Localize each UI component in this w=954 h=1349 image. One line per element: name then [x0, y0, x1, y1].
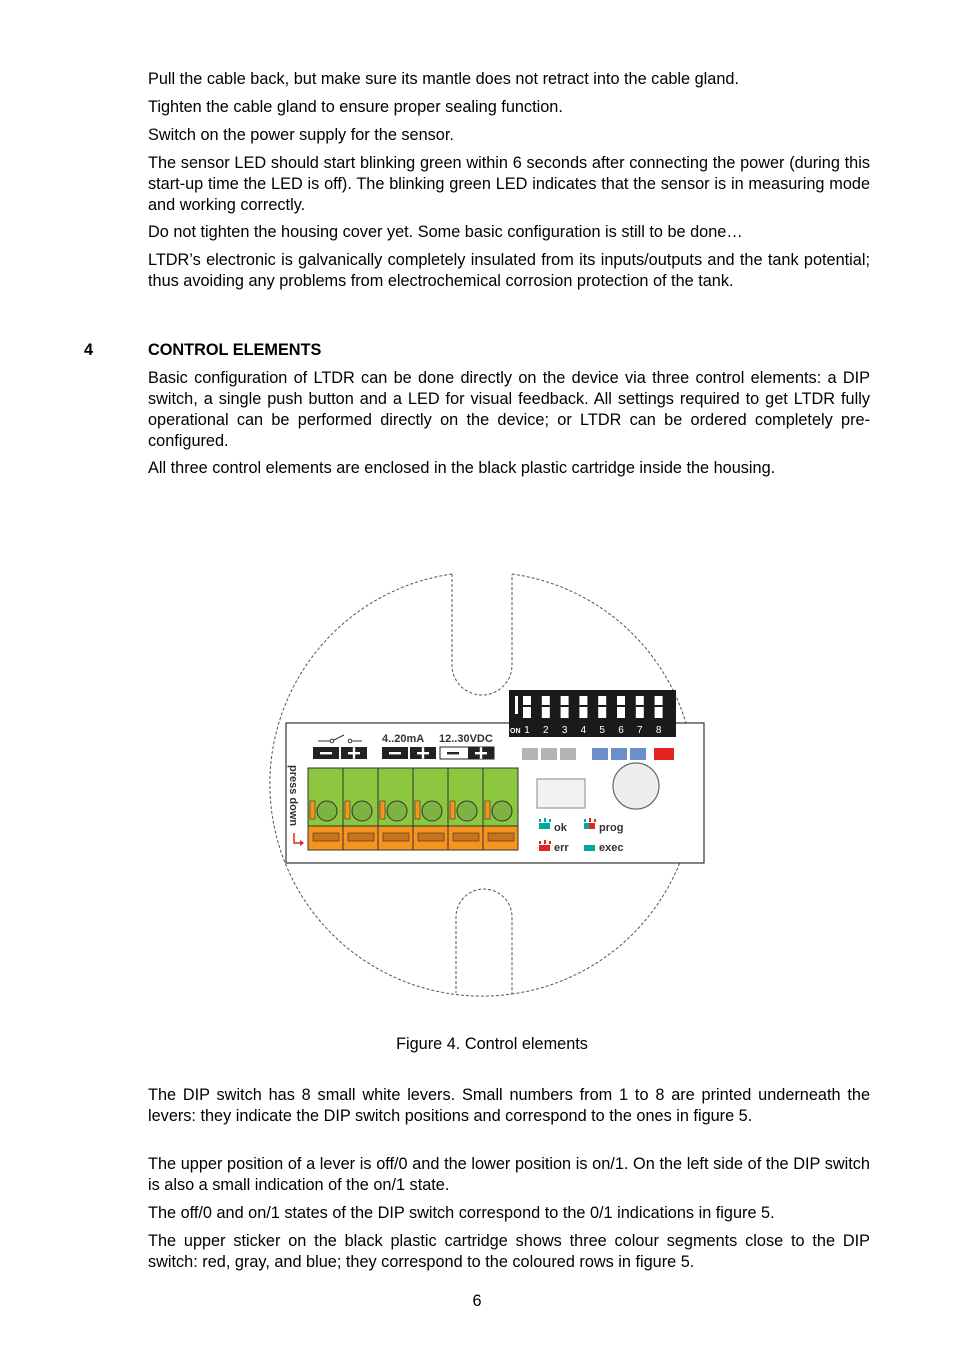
legend-exec: exec	[599, 842, 624, 854]
dip-number-1: 1	[524, 725, 530, 736]
after-paragraph-1: The DIP switch has 8 small white levers. Small numbers from 1 to 8 are printed underneath the levers: they indicate the DIP switch positions and correspond to the ones in figure 5.	[148, 1086, 870, 1125]
figure-caption: Figure 4. Control elements	[396, 1035, 588, 1053]
dip-number-7: 7	[637, 725, 643, 736]
after-paragraph-3: The off/0 and on/1 states of the DIP switch correspond to the 0/1 indications in figure 5.	[148, 1204, 775, 1222]
intro-paragraph-3: Switch on the power supply for the sensor.	[148, 126, 454, 144]
terminal-release-lever[interactable]	[418, 833, 444, 841]
section-paragraph-1: Basic configuration of LTDR can be done directly on the device via three control elements: a DIP switch, a single push button and a LED for visual feedback. All settings required to get LTDR fully operational can be performed directly on the device; or LTDR can be ordered completely pre-configured.	[148, 369, 870, 450]
after-paragraph-4: The upper sticker on the black plastic cartridge shows three colour segments close to the DIP switch: red, gray, and blue; they correspond to the coloured rows in figure 5.	[148, 1232, 870, 1271]
dip-number-2: 2	[543, 725, 549, 736]
dip-switch[interactable]	[509, 690, 676, 737]
page-number: 6	[472, 1292, 482, 1310]
terminal-release-lever[interactable]	[383, 833, 409, 841]
terminal-screw	[457, 801, 477, 821]
led-window	[537, 779, 585, 808]
terminal-release-lever[interactable]	[313, 833, 339, 841]
dip-number-3: 3	[561, 725, 568, 736]
intro-paragraph-4: The sensor LED should start blinking green within 6 seconds after connecting the power (during this start-up time the LED is off). The blinking green LED indicates that the sensor is in measuring mode and working correctly.	[148, 154, 870, 214]
section-number: 4	[84, 341, 94, 359]
legend-prog: prog	[599, 822, 624, 834]
terminal-screw	[492, 801, 512, 821]
terminal-release-lever[interactable]	[488, 833, 514, 841]
legend-err: err	[554, 842, 569, 854]
label-4-20ma: 4..20mA	[382, 733, 425, 745]
dip-number-6: 6	[618, 725, 624, 736]
terminal-screw	[352, 801, 372, 821]
label-12-30vdc: 12..30VDC	[439, 733, 493, 745]
terminal-screw	[422, 801, 442, 821]
after-paragraph-2: The upper position of a lever is off/0 and the lower position is on/1. On the left side of the DIP switch is also a small indication of the on/1 state.	[148, 1155, 870, 1194]
legend-ok: ok	[554, 822, 567, 834]
dip-number-5: 5	[599, 725, 605, 736]
dip-number-8: 8	[655, 725, 662, 736]
section-paragraph-2: All three control elements are enclosed in the black plastic cartridge inside the housing.	[148, 459, 776, 477]
terminal-screw	[317, 801, 337, 821]
push-button[interactable]	[613, 763, 659, 809]
section-title: CONTROL ELEMENTS	[148, 341, 322, 359]
press-down-label: press down	[287, 765, 299, 827]
intro-paragraph-5: Do not tighten the housing cover yet. Some basic configuration is still to be done…	[148, 223, 743, 241]
terminal-release-lever[interactable]	[453, 833, 479, 841]
control-elements-figure	[260, 565, 720, 1005]
dip-on-label: ON	[510, 728, 521, 735]
dip-number-4: 4	[580, 725, 587, 736]
terminal-release-lever[interactable]	[348, 833, 374, 841]
intro-paragraph-1: Pull the cable back, but make sure its mantle does not retract into the cable gland.	[148, 70, 739, 88]
intro-paragraph-6: LTDR’s electronic is galvanically completely insulated from its inputs/outputs and the tank potential; thus avoiding any problems from electrochemical corrosion protection of the tank.	[148, 251, 870, 290]
intro-paragraph-2: Tighten the cable gland to ensure proper sealing function.	[148, 98, 563, 116]
terminal-screw	[387, 801, 407, 821]
